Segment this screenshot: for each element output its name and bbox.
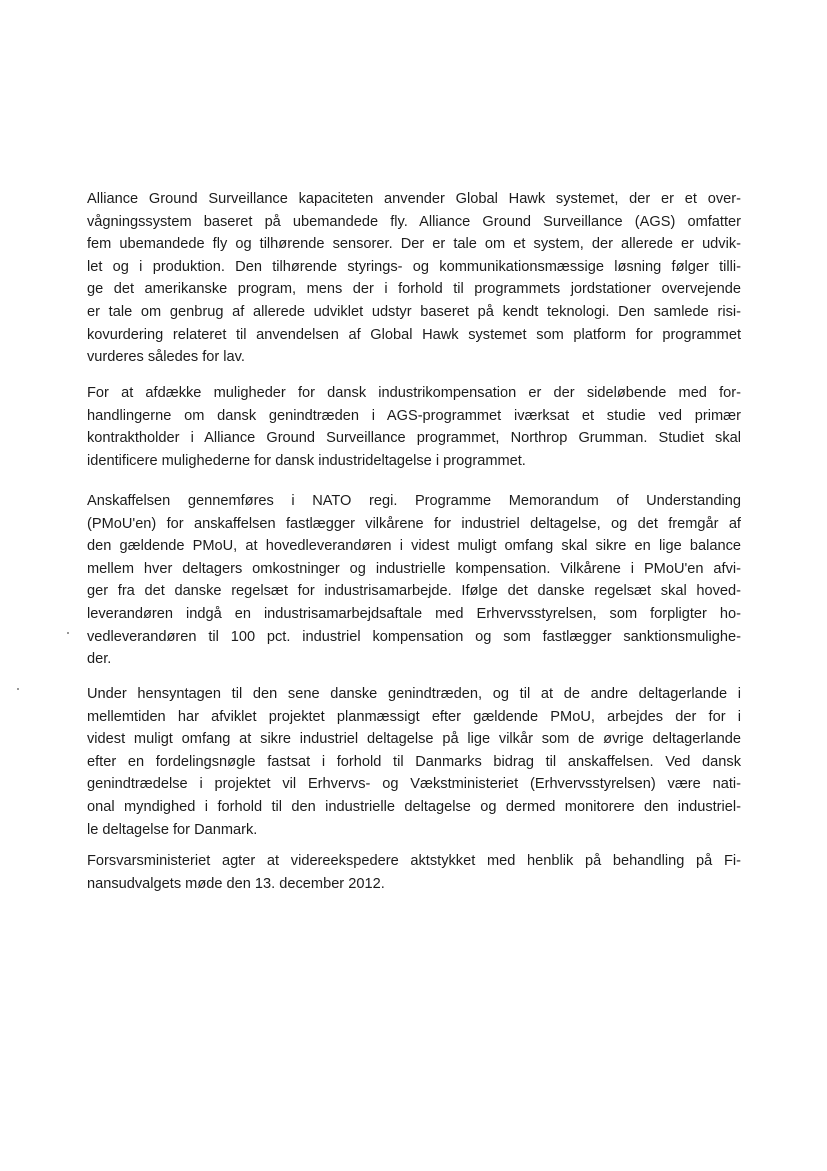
scan-speck [17,688,19,690]
scan-speck [67,632,69,634]
text-line: efter en fordelingsnøgle fastsat i forhold til Danmarks bidrag til anskaffelsen. Ved dansk [87,753,741,770]
text-line: der. [87,651,112,668]
text-line: (PMoU'en) for anskaffelsen fastlægger vilkårene for industriel deltagelse, og det fremgår af [87,515,741,532]
text-line: ger fra det danske regelsæt for industrisamarbejde. Ifølge det danske regelsæt skal hoved- [87,583,741,600]
text-line: kontraktholder i Alliance Ground Surveillance programmet, Northrop Grumman. Studiet skal [87,430,741,447]
text-line: den gældende PMoU, at hovedleverandøren i videst muligt omfang skal sikre en lige balance [87,538,741,555]
text-line: let og i produktion. Den tilhørende styrings- og kommunikationsmæssige løsning følger tilli- [87,258,741,275]
paragraph-forwarding [87,850,741,895]
text-line: mellem hver deltagers omkostninger og industrielle kompensation. Vilkårene i PMoU'en afvi- [87,560,741,577]
text-line: vurderes således for lav. [87,349,245,366]
text-line: vedleverandøren til 100 pct. industriel kompensation og som fastlægger sanktionsmulighe- [87,628,741,645]
text-line: For at afdække muligheder for dansk industrikompensation er der sideløbende med for- [87,385,741,401]
text-line: ge det amerikanske program, mens der i forhold til programmets jordstationer overvejende [87,281,741,298]
paragraph-nato-procurement [87,490,741,671]
text-line: genindtrædelse i projektet vil Erhvervs- og Vækstministeriet (Erhvervsstyrelsen) være nati- [87,776,741,793]
text-line: videst muligt omfang at sikre industriel deltagelse på lige vilkår som de øvrige deltagerlande [87,731,741,748]
paragraph-industry-compensation [87,382,741,472]
text-line: mellemtiden har afviklet projektet planmæssigt efter gældende PMoU, arbejdes der for i [87,708,741,725]
text-line: Alliance Ground Surveillance kapaciteten anvender Global Hawk systemet, der er et over- [87,191,741,207]
text-line: identificere mulighederne for dansk industrideltagelse i programmet. [87,452,526,469]
paragraph-ags-capacity [87,188,741,369]
text-line: le deltagelse for Danmark. [87,821,258,838]
text-line: Under hensyntagen til den sene danske genindtræden, og til at de andre deltagerlande i [87,686,741,702]
text-line: vågningssystem baseret på ubemandede fly. Alliance Ground Surveillance (AGS) omfatter [87,213,741,230]
text-line: nansudvalgets møde den 13. december 2012. [87,875,385,892]
text-line: kovurdering relateret til anvendelsen af Global Hawk systemet som platform for programmet [87,326,741,343]
paragraph-reentry [87,683,741,841]
text-line: Anskaffelsen gennemføres i NATO regi. Programme Memorandum of Understanding [87,493,741,509]
text-line: leverandøren indgå en industrisamarbejdsaftale med Erhvervsstyrelsen, som forpligter ho- [87,605,741,622]
text-line: er tale om genbrug af allerede udviklet udstyr baseret på kendt teknologi. Den samlede risi- [87,303,741,320]
text-line: onal myndighed i forhold til den industrielle deltagelse og dermed monitorere den industriel- [87,798,741,815]
text-line: fem ubemandede fly og tilhørende sensorer. Der er tale om et system, der allerede er udvik- [87,236,741,253]
text-line: Forsvarsministeriet agter at videreekspedere aktstykket med henblik på behandling på Fi- [87,853,741,869]
text-line: handlingerne om dansk genindtræden i AGS-programmet iværksat et studie ved primær [87,407,741,424]
